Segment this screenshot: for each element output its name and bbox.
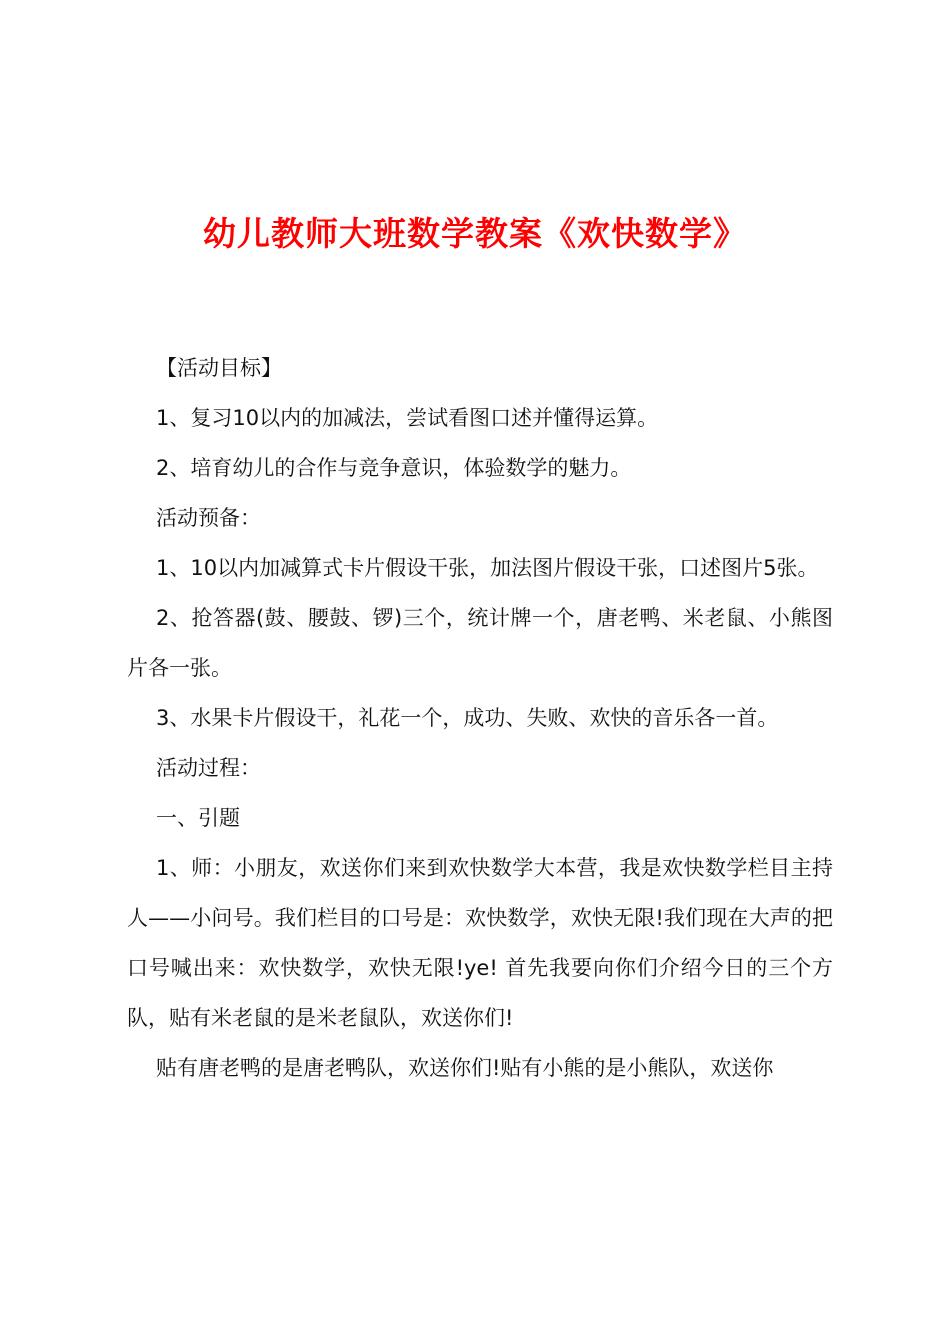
document-title: 幼儿教师大班数学教案《欢快数学》: [203, 214, 747, 253]
paragraph-intro-2: 贴有唐老鸭的是唐老鸭队，欢送你们!贴有小熊的是小熊队，欢送你: [156, 1056, 774, 1080]
paragraph-prep-1: 1、10以内加减算式卡片假设干张，加法图片假设干张，口述图片5张。: [156, 556, 819, 580]
section-heading-process: 活动过程：: [156, 756, 261, 780]
paragraph-intro-1: 1、师：小朋友，欢送你们来到欢快数学大本营，我是欢快数学栏目主持人——小问号。我们栏目的口号是：欢快数学，欢快无限!我们现在大声的把口号喊出来：欢快数学，欢快无限!ye! 首先我要向你们介绍今日的三个方队，贴有米老鼠的是米老鼠队，欢送你们!: [127, 856, 833, 1030]
section-heading-activity-goals: 【活动目标】: [156, 356, 282, 380]
document-body: [127, 343, 833, 1093]
subheading-intro: 一、引题: [156, 806, 240, 830]
paragraph-goal-2: 2、培育幼儿的合作与竞争意识，体验数学的魅力。: [156, 456, 632, 480]
paragraph-prep-3: 3、水果卡片假设干，礼花一个，成功、失败、欢快的音乐各一首。: [156, 706, 779, 730]
paragraph-goal-1: 1、复习10以内的加减法，尝试看图口述并懂得运算。: [156, 406, 659, 430]
paragraph-prep-2: 2、抢答器(鼓、腰鼓、锣)三个，统计牌一个，唐老鸭、米老鼠、小熊图片各一张。: [127, 606, 833, 680]
section-heading-preparation: 活动预备：: [156, 506, 261, 530]
